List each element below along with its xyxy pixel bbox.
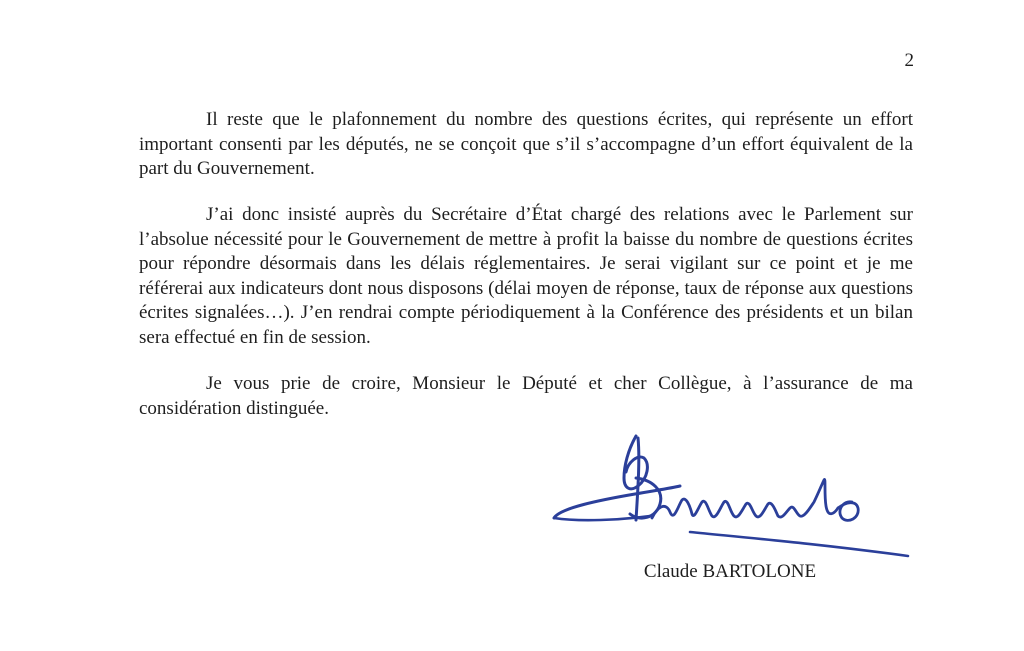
paragraph-closing-formula: Je vous prie de croire, Monsieur le Député et cher Collègue, à l’assurance de ma considération distinguée.: [139, 373, 913, 419]
page-number: 2: [904, 50, 914, 71]
paragraph-written-questions-cap: Il reste que le plafonnement du nombre des questions écrites, qui représente un effort important consenti par les députés, ne se conçoit que s’il s’accompagne d’un effort équivalent de la part du Gouvernement.: [139, 109, 913, 180]
paragraph-government-commitment: J’ai donc insisté auprès du Secrétaire d’État chargé des relations avec le Parlement sur l’absolue nécessité pour le Gouvernement de mettre à profit la baisse du nombre de questions écrites pour répondre désormais dans les délais réglementaires. Je serai vigilant sur ce point et je me référerai aux indicateurs dont nous disposons (délai moyen de réponse, taux de réponse aux questions écrites signalées…). J’en rendrai compte périodiquement à la Conférence des présidents et un bilan sera effectué en fin de session.: [139, 204, 913, 348]
signature-final-loop: [838, 502, 858, 521]
handwritten-signature: [540, 428, 920, 568]
signature-underline-stroke: [690, 532, 908, 556]
signatory-name: Claude BARTOLONE: [643, 561, 817, 582]
